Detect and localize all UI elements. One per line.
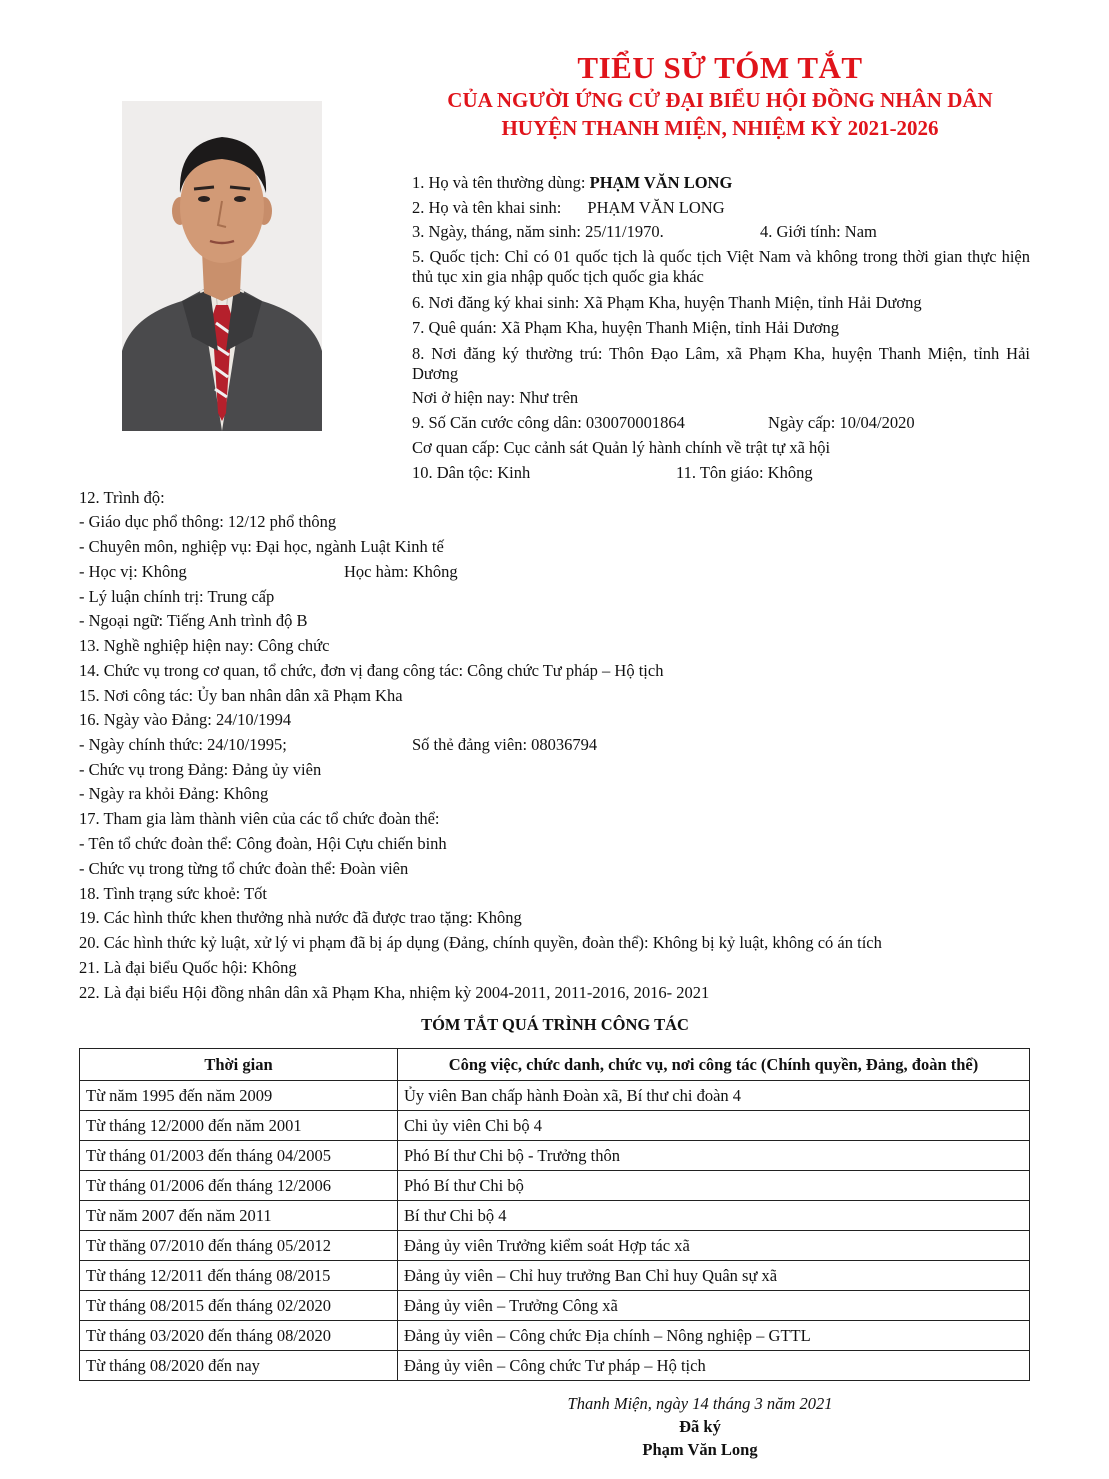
row-time: Từ tháng 01/2006 đến tháng 12/2006 [80, 1171, 398, 1201]
signature-name: Phạm Văn Long [642, 1440, 758, 1459]
signature-signed: Đã ký [679, 1417, 721, 1436]
occupation: 13. Nghề nghiệp hiện nay: Công chức [79, 636, 330, 655]
row-time: Từ tháng 12/2000 đến năm 2001 [80, 1111, 398, 1141]
national-assembly-delegate: 21. Là đại biểu Quốc hội: Không [79, 958, 297, 977]
row-job: Ủy viên Ban chấp hành Đoàn xã, Bí thư chi đoàn 4 [398, 1081, 1030, 1111]
organization-names: - Tên tổ chức đoàn thể: Công đoàn, Hội Cựu chiến binh [79, 834, 447, 853]
date-of-birth: 3. Ngày, tháng, năm sinh: 25/11/1970. [412, 222, 664, 241]
row-job: Đảng ủy viên – Chỉ huy trưởng Ban Chỉ huy Quân sự xã [398, 1261, 1030, 1291]
column-header-job: Công việc, chức danh, chức vụ, nơi công tác (Chính quyền, Đảng, đoàn thể) [398, 1049, 1030, 1081]
row-time: Từ thăng 07/2010 đến tháng 05/2012 [80, 1231, 398, 1261]
name-common-label: 1. Họ và tên thường dùng: [412, 173, 590, 192]
party-position: - Chức vụ trong Đảng: Đảng ủy viên [79, 760, 322, 779]
health-status: 18. Tình trạng sức khoẻ: Tốt [79, 884, 267, 903]
nationality: 5. Quốc tịch: Chỉ có 01 quốc tịch là quốc tịch Việt Nam và không trong thời gian thực hiện thủ tục xin gia nhập quốc tịch quốc gia khác [412, 247, 1030, 286]
row-time: Từ tháng 08/2015 đến tháng 02/2020 [80, 1291, 398, 1321]
name-birth [412, 198, 725, 218]
row-time: Từ tháng 12/2011 đến tháng 08/2015 [80, 1261, 398, 1291]
work-history-table [79, 1048, 1030, 1381]
row-job: Đảng ủy viên – Trưởng Công xã [398, 1291, 1030, 1321]
row-job: Bí thư Chi bộ 4 [398, 1201, 1030, 1231]
row-time: Từ tháng 03/2020 đến tháng 08/2020 [80, 1321, 398, 1351]
table-row [80, 1321, 1030, 1351]
education-heading: 12. Trình độ: [79, 488, 165, 507]
table-row [80, 1111, 1030, 1141]
row-time: Từ năm 1995 đến năm 2009 [80, 1081, 398, 1111]
permanent-residence: 8. Nơi đăng ký thường trú: Thôn Đạo Lâm, xã Phạm Kha, huyện Thanh Miện, tỉnh Hải Dương [412, 344, 1030, 383]
row-job: Đảng ủy viên Trưởng kiểm soát Hợp tác xã [398, 1231, 1030, 1261]
religion: 11. Tôn giáo: Không [676, 463, 813, 482]
gender: 4. Giới tính: Nam [760, 222, 877, 241]
id-number: 9. Số Căn cước công dân: 030070001864 [412, 413, 685, 432]
signature-place-date: Thanh Miện, ngày 14 tháng 3 năm 2021 [567, 1394, 833, 1413]
id-issue-date: Ngày cấp: 10/04/2020 [768, 413, 915, 432]
party-leave: - Ngày ra khỏi Đảng: Không [79, 784, 269, 803]
organizations-heading: 17. Tham gia làm thành viên của các tổ chức đoàn thể: [79, 809, 440, 828]
current-residence: Nơi ở hiện nay: Như trên [412, 388, 579, 407]
hometown: 7. Quê quán: Xã Phạm Kha, huyện Thanh Miện, tỉnh Hải Dương [412, 318, 840, 337]
birth-registration-place: 6. Nơi đăng ký khai sinh: Xã Phạm Kha, huyện Thanh Miện, tỉnh Hải Dương [412, 293, 922, 312]
id-issuer: Cơ quan cấp: Cục cảnh sát Quản lý hành chính về trật tự xã hội [412, 438, 831, 457]
document-title: TIỂU SỬ TÓM TẮT [577, 50, 863, 85]
discipline: 20. Các hình thức kỷ luật, xử lý vi phạm đã bị áp dụng (Đảng, chính quyền, đoàn thể): Không bị kỷ luật, không có án tích [79, 933, 882, 952]
workplace: 15. Nơi công tác: Ủy ban nhân dân xã Phạm Kha [79, 686, 403, 705]
document-subtitle: CỦA NGƯỜI ỨNG CỬ ĐẠI BIỂU HỘI ĐỒNG NHÂN DÂN [447, 88, 993, 112]
name-common [412, 173, 732, 193]
table-row [80, 1291, 1030, 1321]
name-birth-value: PHẠM VĂN LONG [587, 198, 725, 217]
table-row [80, 1351, 1030, 1381]
row-time: Từ tháng 01/2003 đến tháng 04/2005 [80, 1141, 398, 1171]
row-time: Từ năm 2007 đến năm 2011 [80, 1201, 398, 1231]
row-job: Phó Bí thư Chi bộ - Trưởng thôn [398, 1141, 1030, 1171]
column-header-time: Thời gian [80, 1049, 398, 1081]
table-row [80, 1201, 1030, 1231]
table-row [80, 1081, 1030, 1111]
current-position: 14. Chức vụ trong cơ quan, tổ chức, đơn vị đang công tác: Công chức Tư pháp – Hộ tịch [79, 661, 664, 680]
table-row [80, 1261, 1030, 1291]
table-row [80, 1171, 1030, 1201]
organization-position: - Chức vụ trong từng tổ chức đoàn thể: Đoàn viên [79, 859, 409, 878]
foreign-language: - Ngoại ngữ: Tiếng Anh trình độ B [79, 611, 308, 630]
name-birth-label: 2. Họ và tên khai sinh: [412, 198, 562, 217]
academic-title: Học hàm: Không [344, 562, 458, 581]
table-header-row [80, 1049, 1030, 1081]
specialty: - Chuyên môn, nghiệp vụ: Đại học, ngành Luật Kinh tế [79, 537, 444, 556]
table-row [80, 1231, 1030, 1261]
general-education: - Giáo dục phổ thông: 12/12 phổ thông [79, 512, 337, 531]
academic-degree: - Học vị: Không [79, 562, 187, 581]
party-join-date: 16. Ngày vào Đảng: 24/10/1994 [79, 710, 292, 729]
table-row [80, 1141, 1030, 1171]
political-theory: - Lý luận chính trị: Trung cấp [79, 587, 275, 606]
row-time: Từ tháng 08/2020 đến nay [80, 1351, 398, 1381]
row-job: Đảng ủy viên – Công chức Địa chính – Nông nghiệp – GTTL [398, 1321, 1030, 1351]
party-official-date: - Ngày chính thức: 24/10/1995; [79, 735, 287, 754]
row-job: Đảng ủy viên – Công chức Tư pháp – Hộ tịch [398, 1351, 1030, 1381]
ethnicity: 10. Dân tộc: Kinh [412, 463, 531, 482]
party-card-number: Số thẻ đảng viên: 08036794 [412, 735, 598, 754]
row-job: Chi ủy viên Chi bộ 4 [398, 1111, 1030, 1141]
awards: 19. Các hình thức khen thưởng nhà nước đã được trao tặng: Không [79, 908, 522, 927]
row-job: Phó Bí thư Chi bộ [398, 1171, 1030, 1201]
council-delegate: 22. Là đại biểu Hội đồng nhân dân xã Phạm Kha, nhiệm kỳ 2004-2011, 2011-2016, 2016- 2021 [79, 983, 710, 1002]
name-common-value: PHẠM VĂN LONG [589, 173, 733, 192]
portrait-photo [122, 101, 322, 431]
document-subtitle-term: HUYỆN THANH MIỆN, NHIỆM KỲ 2021-2026 [501, 116, 939, 140]
work-history-title: TÓM TẮT QUÁ TRÌNH CÔNG TÁC [421, 1015, 689, 1034]
